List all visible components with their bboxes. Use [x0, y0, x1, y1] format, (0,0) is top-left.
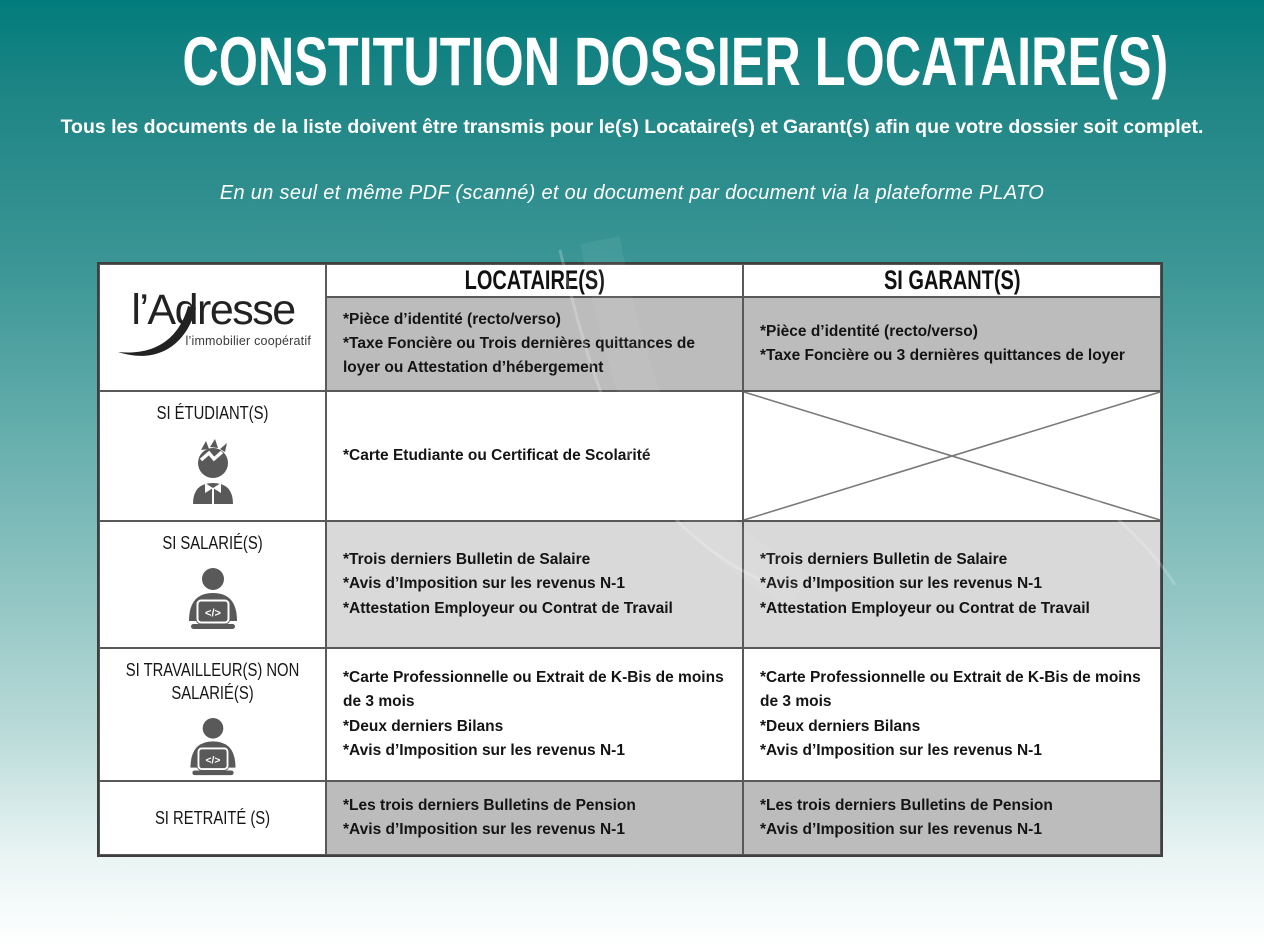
- base-docs-garant-cell: [743, 297, 1161, 391]
- logo-cell: [99, 264, 326, 391]
- row-label-retraite: SI RETRAITÉ (S): [99, 781, 326, 855]
- doc-line: *Carte Professionnelle ou Extrait de K-Bis de moins de 3 mois: [343, 669, 724, 711]
- doc-line: *Pièce d’identité (recto/verso): [343, 310, 561, 328]
- logo-brand-text: l’Adresse: [131, 285, 295, 334]
- column-header-locataire: LOCATAIRE(S): [326, 264, 743, 297]
- svg-text:</>: </>: [204, 607, 221, 620]
- docs-etudiant-garant-crossed: [743, 391, 1161, 521]
- agency-logo: [110, 278, 315, 378]
- docs-retraite-garant: [743, 781, 1161, 855]
- row-label-etudiant: SI ÉTUDIANT(S): [99, 391, 326, 521]
- docs-salarie-garant: [743, 521, 1161, 648]
- documents-table: [97, 262, 1163, 857]
- doc-line: *Carte Professionnelle ou Extrait de K-Bis de moins de 3 mois: [760, 669, 1141, 711]
- intro-text: Tous les documents de la liste doivent être transmis pour le(s) Locataire(s) et Garant(s) afin que votre dossier soit complet.: [60, 116, 1204, 138]
- cross-icon: [744, 392, 1160, 520]
- doc-line: *Attestation Employeur ou Contrat de Travail: [343, 599, 673, 617]
- worker-laptop-icon: [183, 716, 243, 778]
- base-docs-locataire-cell: [326, 297, 743, 391]
- docs-travailleur-locataire: [326, 648, 743, 781]
- doc-line: *Trois derniers Bulletin de Salaire: [343, 551, 591, 569]
- docs-travailleur-garant: [743, 648, 1161, 781]
- docs-retraite-locataire: [326, 781, 743, 855]
- doc-line: *Attestation Employeur ou Contrat de Travail: [760, 599, 1090, 617]
- doc-line: *Les trois derniers Bulletins de Pension: [343, 796, 636, 814]
- doc-line: *Avis d’Imposition sur les revenus N-1: [760, 821, 1042, 838]
- docs-salarie-locataire: [326, 521, 743, 648]
- column-header-garant: SI GARANT(S): [743, 264, 1161, 297]
- worker-laptop-icon: [181, 566, 245, 632]
- logo-tagline-text: l’immobilier coopératif: [185, 333, 311, 348]
- doc-line: *Avis d’Imposition sur les revenus N-1: [760, 575, 1042, 593]
- intro-text-italic: En un seul et même PDF (scanné) et ou document par document via la plateforme PLATO: [219, 182, 1045, 204]
- doc-line: *Trois derniers Bulletin de Salaire: [760, 551, 1008, 569]
- docs-etudiant-locataire: [326, 391, 743, 521]
- doc-line: *Deux derniers Bilans: [760, 717, 921, 735]
- doc-line: *Avis d’Imposition sur les revenus N-1: [760, 741, 1042, 759]
- doc-line: *Avis d’Imposition sur les revenus N-1: [343, 821, 625, 838]
- row-label-travailleur-non-salarie: SI TRAVAILLEUR(S) NON SALARIÉ(S) </>: [99, 648, 326, 781]
- student-icon: [181, 436, 245, 504]
- row-label-salarie: SI SALARIÉ(S) </>: [99, 521, 326, 648]
- doc-line: *Les trois derniers Bulletins de Pension: [760, 796, 1053, 814]
- doc-line: *Carte Etudiante ou Certificat de Scolarité: [343, 446, 651, 464]
- doc-line: *Taxe Foncière ou Trois dernières quittances de loyer ou Attestation d’hébergement: [343, 334, 696, 376]
- page-title: CONSTITUTION DOSSIER LOCATAIRE(S): [182, 23, 1169, 100]
- doc-line: *Avis d’Imposition sur les revenus N-1: [343, 575, 625, 593]
- doc-line: *Avis d’Imposition sur les revenus N-1: [343, 741, 625, 759]
- svg-text:</>: </>: [205, 755, 220, 767]
- doc-line: *Deux derniers Bilans: [343, 717, 504, 735]
- doc-line: *Pièce d’identité (recto/verso): [760, 322, 978, 340]
- doc-line: *Taxe Foncière ou 3 dernières quittances de loyer: [760, 347, 1125, 364]
